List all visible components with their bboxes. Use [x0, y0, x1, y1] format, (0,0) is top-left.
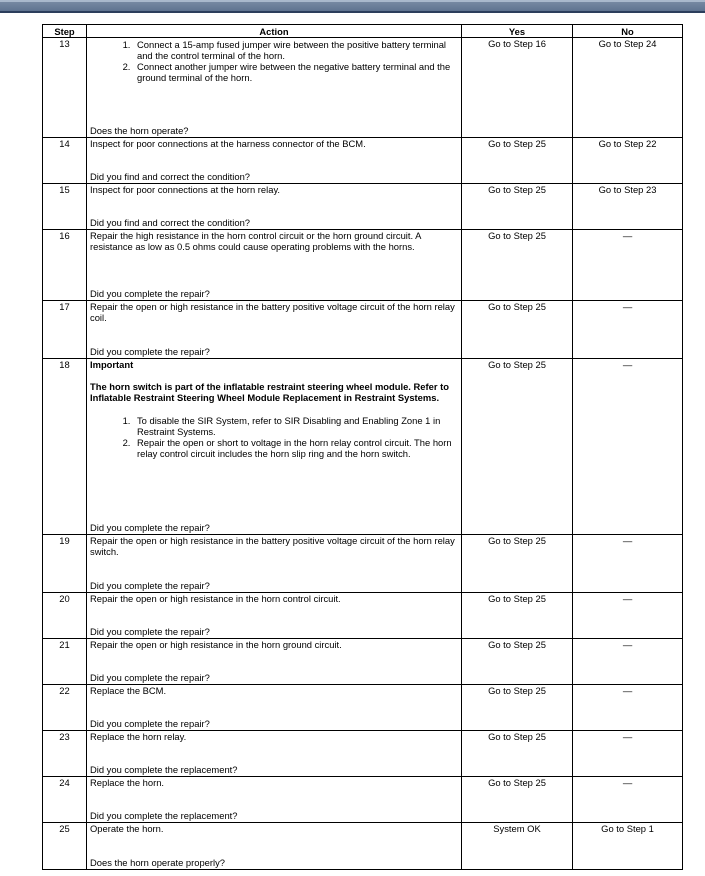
action-content — [90, 777, 458, 821]
action-content — [90, 359, 458, 533]
step-number: 23 — [43, 731, 87, 777]
question-text: Did you complete the replacement? — [90, 810, 238, 821]
action-content — [90, 301, 458, 357]
question-text: Does the horn operate properly? — [90, 857, 225, 868]
table-row — [43, 777, 683, 823]
step-number: 15 — [43, 184, 87, 230]
action-cell — [87, 823, 462, 870]
question-text: Does the horn operate? — [90, 125, 189, 136]
action-content — [90, 685, 458, 729]
instruction-list-item: 2. Connect another jumper wire between the negative battery terminal and the ground terminal of the horn. — [133, 61, 458, 83]
action-cell — [87, 359, 462, 535]
action-cell — [87, 301, 462, 359]
table-row — [43, 731, 683, 777]
step-number: 20 — [43, 593, 87, 639]
table-body — [43, 38, 683, 870]
spacer — [90, 557, 458, 580]
step-number: 19 — [43, 535, 87, 593]
yes-result[interactable]: Go to Step 25 — [462, 685, 573, 731]
action-cell — [87, 230, 462, 301]
spacer — [90, 604, 458, 626]
question-text: Did you find and correct the condition? — [90, 171, 250, 182]
action-cell — [87, 184, 462, 230]
instruction-list — [90, 39, 458, 83]
step-number: 17 — [43, 301, 87, 359]
yes-result[interactable]: Go to Step 25 — [462, 301, 573, 359]
spacer — [90, 742, 458, 764]
action-cell — [87, 685, 462, 731]
action-cell — [87, 593, 462, 639]
instruction-list-item: 1. To disable the SIR System, refer to SIR Disabling and Enabling Zone 1 in Restraint Systems. — [133, 415, 458, 437]
action-cell — [87, 639, 462, 685]
question-text: Did you complete the repair? — [90, 672, 210, 683]
table-row — [43, 535, 683, 593]
step-number: 25 — [43, 823, 87, 870]
step-number: 13 — [43, 38, 87, 138]
header-step: Step — [43, 25, 87, 38]
action-cell — [87, 535, 462, 593]
spacer — [90, 788, 458, 810]
question-text: Did you complete the repair? — [90, 346, 210, 357]
step-number: 18 — [43, 359, 87, 535]
yes-result[interactable]: Go to Step 25 — [462, 777, 573, 823]
yes-result[interactable]: Go to Step 25 — [462, 184, 573, 230]
instruction-list — [90, 415, 458, 459]
question-text: Did you complete the repair? — [90, 288, 210, 299]
table-row — [43, 685, 683, 731]
window-title-bar — [0, 0, 705, 13]
instruction-text: Replace the BCM. — [90, 685, 167, 696]
diagnostic-table — [42, 24, 683, 870]
header-row — [43, 25, 683, 38]
no-result[interactable]: — — [573, 535, 683, 593]
action-content — [90, 38, 458, 136]
yes-result[interactable]: Go to Step 25 — [462, 359, 573, 535]
action-content — [90, 639, 458, 683]
step-number: 21 — [43, 639, 87, 685]
spacer — [90, 650, 458, 672]
yes-result[interactable]: Go to Step 25 — [462, 138, 573, 184]
table-row — [43, 184, 683, 230]
no-result[interactable]: — — [573, 301, 683, 359]
table-row — [43, 38, 683, 138]
yes-result[interactable]: Go to Step 25 — [462, 731, 573, 777]
instruction-list-item: 1. Connect a 15-amp fused jumper wire between the positive battery terminal and the control terminal of the horn. — [133, 39, 458, 61]
no-result[interactable]: Go to Step 1 — [573, 823, 683, 870]
header-yes: Yes — [462, 25, 573, 38]
instruction-text: Repair the high resistance in the horn control circuit or the horn ground circuit. A resistance as low as 0.5 ohms could cause operating problems with the horns. — [90, 230, 421, 252]
instruction-text: Repair the open or high resistance in the battery positive voltage circuit of the horn relay switch. — [90, 535, 455, 557]
no-result[interactable]: — — [573, 593, 683, 639]
spacer-line — [90, 403, 458, 415]
no-result[interactable]: — — [573, 777, 683, 823]
spacer — [90, 195, 458, 217]
action-cell — [87, 777, 462, 823]
instruction-text: Inspect for poor connections at the harness connector of the BCM. — [90, 138, 366, 149]
question-text: Did you complete the replacement? — [90, 764, 238, 775]
no-result[interactable]: — — [573, 230, 683, 301]
table-row — [43, 138, 683, 184]
yes-result[interactable]: Go to Step 25 — [462, 535, 573, 593]
instruction-text: Repair the open or high resistance in the horn control circuit. — [90, 593, 341, 604]
action-content — [90, 535, 458, 591]
spacer — [90, 696, 458, 718]
spacer — [90, 83, 458, 125]
title-bar-highlight — [0, 0, 705, 2]
yes-result[interactable]: Go to Step 25 — [462, 639, 573, 685]
instruction-text: Operate the horn. — [90, 823, 164, 834]
spacer-line — [90, 370, 458, 381]
instruction-text: Repair the open or high resistance in the battery positive voltage circuit of the horn relay coil. — [90, 301, 455, 323]
question-text: Did you complete the repair? — [90, 580, 210, 591]
yes-result[interactable]: Go to Step 16 — [462, 38, 573, 138]
question-text: Did you complete the repair? — [90, 626, 210, 637]
important-title: Important — [90, 359, 134, 370]
header-no: No — [573, 25, 683, 38]
spacer — [90, 459, 458, 522]
spacer — [90, 323, 458, 346]
no-result[interactable]: Go to Step 24 — [573, 38, 683, 138]
step-number: 16 — [43, 230, 87, 301]
action-content — [90, 230, 458, 299]
no-result[interactable]: Go to Step 22 — [573, 138, 683, 184]
table-row — [43, 823, 683, 870]
action-content — [90, 731, 458, 775]
table-row — [43, 301, 683, 359]
action-content — [90, 593, 458, 637]
instruction-text: Replace the horn. — [90, 777, 165, 788]
step-number: 14 — [43, 138, 87, 184]
table-row — [43, 359, 683, 535]
action-cell — [87, 731, 462, 777]
instruction-text: Repair the open or high resistance in the horn ground circuit. — [90, 639, 342, 650]
action-cell — [87, 138, 462, 184]
table-row — [43, 639, 683, 685]
no-result[interactable]: — — [573, 731, 683, 777]
action-content — [90, 823, 458, 868]
no-result[interactable]: — — [573, 359, 683, 535]
instruction-text: Inspect for poor connections at the horn relay. — [90, 184, 281, 195]
table-row — [43, 230, 683, 301]
step-number: 24 — [43, 777, 87, 823]
no-result[interactable]: Go to Step 23 — [573, 184, 683, 230]
question-text: Did you find and correct the condition? — [90, 217, 250, 228]
yes-result[interactable]: Go to Step 25 — [462, 230, 573, 301]
question-text: Did you complete the repair? — [90, 522, 210, 533]
action-content — [90, 138, 458, 182]
action-content — [90, 184, 458, 228]
action-cell — [87, 38, 462, 138]
no-result[interactable]: — — [573, 639, 683, 685]
spacer — [90, 834, 458, 857]
spacer — [90, 149, 458, 171]
yes-result[interactable]: System OK — [462, 823, 573, 870]
table-row — [43, 593, 683, 639]
question-text: Did you complete the repair? — [90, 718, 210, 729]
important-note: The horn switch is part of the inflatable restraint steering wheel module. Refer to Inflatable Restraint Steering Wheel Module Replacement in Restraint Systems. — [90, 381, 449, 403]
instruction-text: Replace the horn relay. — [90, 731, 187, 742]
yes-result[interactable]: Go to Step 25 — [462, 593, 573, 639]
no-result[interactable]: — — [573, 685, 683, 731]
spacer — [90, 252, 458, 288]
step-number: 22 — [43, 685, 87, 731]
header-action: Action — [87, 25, 462, 38]
instruction-list-item: 2. Repair the open or short to voltage in the horn relay control circuit. The horn relay control circuit includes the horn slip ring and the horn switch. — [133, 437, 458, 459]
